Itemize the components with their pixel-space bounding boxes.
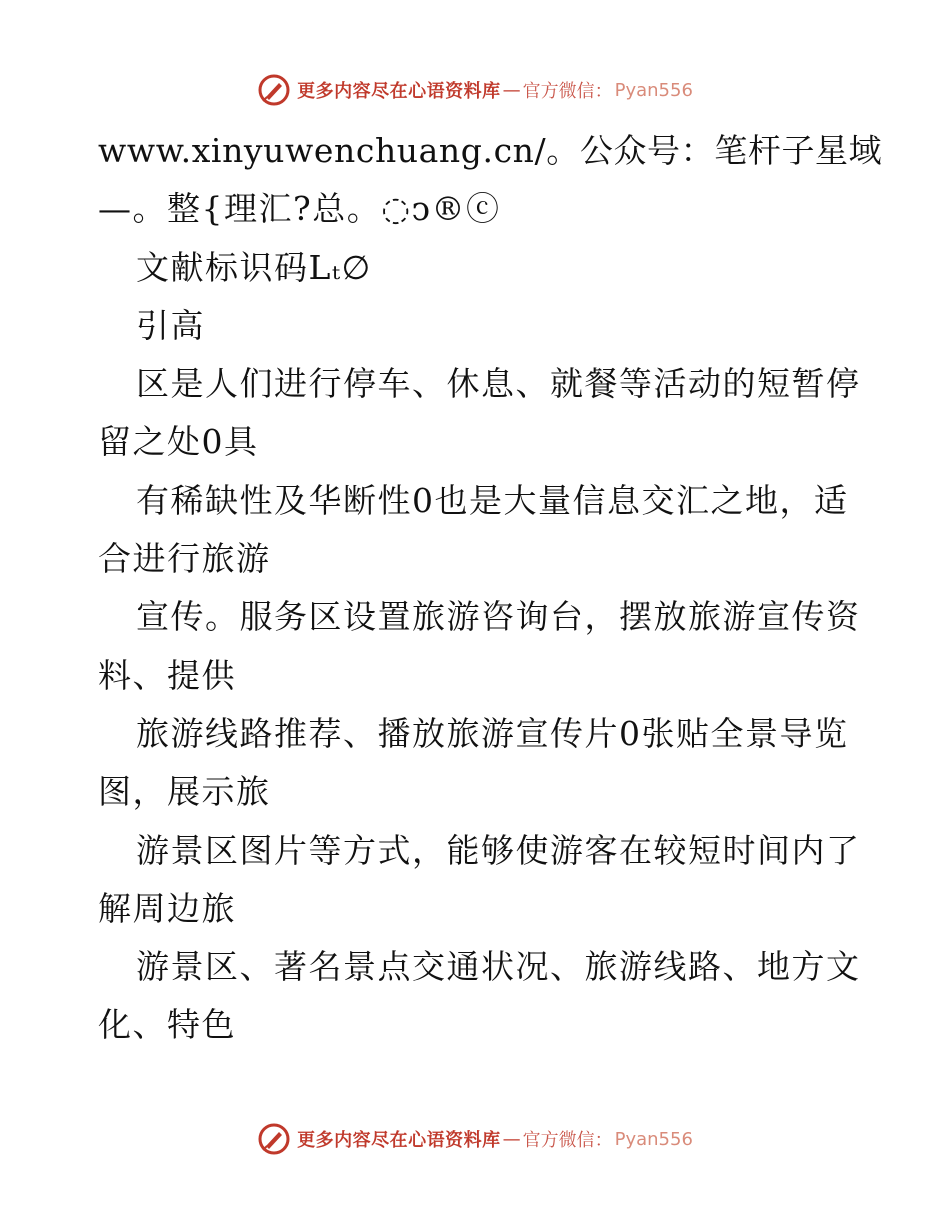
- watermark-wechat-id: Pyan556: [614, 1128, 693, 1150]
- text-line: 引高: [136, 305, 205, 345]
- text-line: 化、特色: [98, 1005, 236, 1045]
- watermark-wechat-label: 官方微信：: [522, 1130, 613, 1151]
- watermark-text: 更多内容尽在心语资料库: [297, 81, 501, 102]
- pen-seal-logo-icon: [257, 73, 291, 107]
- watermark-text: 更多内容尽在心语资料库: [297, 1130, 501, 1151]
- watermark-separator: —: [502, 79, 521, 101]
- footer-watermark: [0, 1119, 950, 1159]
- text-line: —。整{理汇?总。◌ↄ®ⓒ: [98, 189, 501, 229]
- text-line: 解周边旅: [98, 888, 236, 928]
- text-line: 留之处0具: [98, 422, 259, 462]
- text-line: 游景区、著名景点交通状况、旅游线路、地方文: [136, 947, 861, 987]
- text-line: 料、提供: [98, 655, 236, 695]
- text-line: 宣传。服务区设置旅游咨询台，摆放旅游宣传资: [136, 597, 861, 637]
- text-line: www.xinyuwenchuang.cn/。公众号：笔杆子星域: [98, 131, 883, 170]
- text-line: 图，展示旅: [98, 772, 271, 812]
- text-line: 文献标识码Lₜ∅: [136, 247, 372, 287]
- watermark-wechat-label: 官方微信：: [522, 81, 613, 102]
- pen-seal-logo-icon: [257, 1122, 291, 1156]
- text-line: 合进行旅游: [98, 539, 271, 579]
- text-line: 游景区图片等方式，能够使游客在较短时间内了: [136, 830, 861, 870]
- text-line: 区是人们进行停车、休息、就餐等活动的短暂停: [136, 364, 861, 404]
- watermark-separator: —: [502, 1128, 521, 1150]
- text-line: 旅游线路推荐、播放旅游宣传片0张贴全景导览: [136, 713, 849, 753]
- text-line: 有稀缺性及华断性0也是大量信息交汇之地，适: [136, 480, 849, 520]
- watermark-wechat-id: Pyan556: [614, 79, 693, 101]
- document-body: [98, 122, 883, 1055]
- header-watermark: [0, 70, 950, 110]
